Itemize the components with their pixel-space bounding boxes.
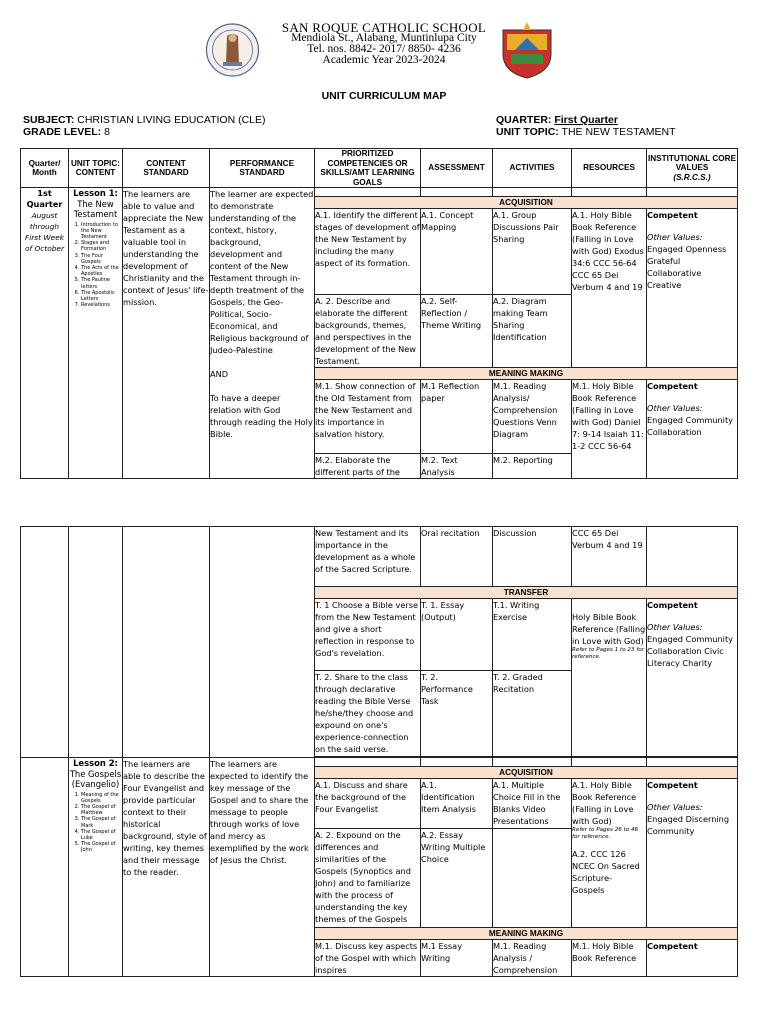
l2-acq-values-title: Competent bbox=[647, 780, 698, 790]
mm-resources-continued: CCC 65 Dei Verbum 4 and 19 bbox=[572, 527, 647, 587]
a1-competency: A.1. Identify the different stages of development of the New Testament by including the many aspect of its formation. bbox=[315, 209, 421, 295]
lesson2-quarter-cell bbox=[21, 758, 69, 977]
lesson2-acquisition-band: ACQUISITION bbox=[315, 767, 738, 779]
t2-competency: T. 2. Share to the class through declarative reading the Bible Verse he/she/they choose and expound on one's experience-connection on the said verse. bbox=[315, 671, 421, 757]
quarter-line bbox=[496, 114, 618, 126]
lesson1-topic: 5. The Pauline letters bbox=[81, 277, 122, 289]
header-performance-standard: PERFORMANCE STANDARD bbox=[210, 149, 315, 188]
t1-assessment: T. 1. Essay (Output) bbox=[421, 599, 493, 671]
m1-competency: M.1. Show connection of the Old Testament from the New Testament and its importance in salvation history. bbox=[315, 380, 421, 454]
lesson1-topic: 3. The Four Gospels bbox=[81, 253, 122, 265]
mm-core-values bbox=[647, 380, 738, 479]
tr-values-list: Engaged Community Collaboration Civic Literacy Charity bbox=[647, 634, 733, 668]
empty-quarter-cell bbox=[21, 527, 69, 758]
tr-values-title: Competent bbox=[647, 600, 698, 610]
header-quarter: Quarter/ Month bbox=[21, 149, 69, 188]
lesson1-topic: 7. Revelations bbox=[81, 302, 122, 308]
empty-content-cell bbox=[123, 527, 210, 758]
l2-acq-resources bbox=[572, 779, 647, 928]
school-name: SAN ROQUE CATHOLIC SCHOOL bbox=[281, 20, 487, 35]
header-assessment: ASSESSMENT bbox=[421, 149, 493, 188]
l2-a2-activity bbox=[493, 829, 572, 928]
l2-a1-assessment: A.1. Identification Item Analysis bbox=[421, 779, 493, 829]
lesson1-performance-standard bbox=[210, 188, 315, 479]
document-title: UNIT CURRICULUM MAP bbox=[321, 90, 447, 102]
l2-acq-resources-a2: A.2. CCC 126 NCEC On Sacred Scripture- Gospels bbox=[572, 849, 640, 895]
quarter-label: QUARTER: bbox=[496, 114, 552, 126]
header-content-standard: CONTENT STANDARD bbox=[123, 149, 210, 188]
tr-resources-note: Refer to Pages 1 to 23 for reference. bbox=[572, 647, 645, 660]
lesson2-topic: 3. The Gospel of Mark bbox=[81, 816, 122, 828]
header-row bbox=[21, 149, 738, 188]
header-core-values bbox=[647, 149, 738, 188]
mm-values-title: Competent bbox=[647, 381, 698, 391]
tr-core-values bbox=[647, 599, 738, 757]
grade-line bbox=[23, 126, 110, 138]
m2-activity: M.2. Reporting bbox=[493, 454, 572, 479]
tr-values-other: Other Values: bbox=[647, 622, 703, 632]
lesson1-perf-and: AND bbox=[210, 369, 229, 379]
acq-values-list: Engaged Openness Grateful Collaborative Creative bbox=[647, 244, 727, 290]
a1-activity: A.1. Group Discussions Pair Sharing bbox=[493, 209, 572, 295]
header-unit-topic: UNIT TOPIC: CONTENT bbox=[69, 149, 123, 188]
lesson2-topic: 1. Meaning of the Gospels bbox=[81, 792, 122, 804]
empty-lesson-cell bbox=[69, 527, 123, 758]
l2-acq-resources-note: Refer to Pages 26 to 46 for reference. bbox=[572, 827, 639, 840]
l2-a1-competency: A.1. Discuss and share the background of the Four Evangelist bbox=[315, 779, 421, 829]
lesson2-topic: 4. The Gospel of Luke bbox=[81, 829, 122, 841]
lesson1-name: The New Testament bbox=[73, 198, 118, 219]
lesson1-topics bbox=[69, 222, 122, 309]
mm-values-other: Other Values: bbox=[647, 403, 703, 413]
topic-line bbox=[496, 126, 676, 138]
acq-values-other: Other Values: bbox=[647, 232, 703, 242]
lesson2-topic: 2. The Gospel of Matthew bbox=[81, 804, 122, 816]
curriculum-table-page1 bbox=[20, 148, 738, 479]
header-core-values-sub: (S.R.C.S.) bbox=[673, 172, 711, 182]
m2-competency: M.2. Elaborate the different parts of the bbox=[315, 454, 421, 479]
empty-performance-cell bbox=[210, 527, 315, 758]
l2-acq-values-other: Other Values: bbox=[647, 802, 703, 812]
lesson1-title: Lesson 1: bbox=[73, 188, 118, 198]
tr-resources-text: Holy Bible Book Reference (Falling in Love with God) bbox=[572, 612, 646, 646]
header-competencies: PRIORITIZED COMPETENCIES OR SKILLS/AMT LEARNING GOALS bbox=[315, 149, 421, 188]
acq-values-title: Competent bbox=[647, 210, 698, 220]
meaning-making-band: MEANING MAKING bbox=[315, 368, 738, 380]
mm-row-m2-continued bbox=[21, 527, 738, 587]
subject-label: SUBJECT: bbox=[23, 114, 75, 126]
quarter-value: First Quarter bbox=[554, 114, 618, 126]
quarter-name: 1st Quarter bbox=[26, 188, 63, 209]
header-core-values-title: INSTITUTIONAL CORE VALUES bbox=[647, 153, 737, 173]
a2-competency: A. 2. Describe and elaborate the different backgrounds, themes, and perspectives in the development of the New Testament. bbox=[315, 295, 421, 368]
academic-year: Academic Year 2023-2024 bbox=[322, 54, 446, 66]
lesson1-cell bbox=[69, 188, 123, 479]
a1-assessment: A.1. Concept Mapping bbox=[421, 209, 493, 295]
lesson1-topic: 2. Stages and Formation bbox=[81, 240, 122, 252]
m2-competency-continued: New Testament and its importance in the development as a whole of the Sacred Scripture. bbox=[315, 527, 421, 587]
m2-assessment: M.2. Text Analysis bbox=[421, 454, 493, 479]
t1-activity: T.1. Writing Exercise bbox=[493, 599, 572, 671]
school-tel: Tel. nos. 8842- 2017/ 8850- 4236 bbox=[307, 43, 461, 55]
m1-assessment: M.1 Reflection paper bbox=[421, 380, 493, 454]
l2-a1-activity: A.1. Multiple Choice Fill in the Blanks Video Presentations bbox=[493, 779, 572, 829]
curriculum-table-page2 bbox=[20, 526, 738, 977]
tr-resources bbox=[572, 599, 647, 757]
transfer-band: TRANSFER bbox=[315, 587, 738, 599]
m2-assessment-continued: Oral recitation bbox=[421, 527, 493, 587]
subject-value: CHRISTIAN LIVING EDUCATION (CLE) bbox=[77, 114, 266, 126]
lesson2-title: Lesson 2: bbox=[73, 758, 118, 768]
school-address: Mendiola St., Alabang, Muntinlupa City bbox=[291, 32, 477, 44]
header-resources: RESOURCES bbox=[572, 149, 647, 188]
lesson2-content-standard: The learners are able to describe the Four Evangelist and provide particular context to their historical background, style of writing, key themes and their message to the reader. bbox=[123, 758, 210, 977]
t1-competency: T. 1 Choose a Bible verse from the New Testament and give a short reflection in response to God's revelation. bbox=[315, 599, 421, 671]
lesson2-cell bbox=[69, 758, 123, 977]
mm-values-list: Engaged Community Collaboration bbox=[647, 415, 733, 437]
quarter-cell bbox=[21, 188, 69, 479]
l2-acq-values-list: Engaged Discerning Community bbox=[647, 814, 730, 836]
topic-label: UNIT TOPIC: bbox=[496, 126, 559, 138]
mm-resources: M.1. Holy Bible Book Reference (Falling in Love with God) Daniel 7: 9-14 Isaiah 11: 1-2 CCC 56-64 bbox=[572, 380, 647, 479]
l2-a2-assessment: A.2. Essay Writing Multiple Choice bbox=[421, 829, 493, 928]
lesson2-spacer-row bbox=[21, 758, 738, 767]
l2-m1-assessment: M.1 Essay Writing bbox=[421, 940, 493, 977]
lesson1-content-standard: The learners are able to value and appreciate the New Testament as a valuable tool in understanding the development of Christianity and the context of Jesus' life-mission. bbox=[123, 188, 210, 479]
t2-activity: T. 2. Graded Recitation bbox=[493, 671, 572, 757]
lesson1-topic: 6. The Apostolic Letters bbox=[81, 290, 122, 302]
m1-activity: M.1. Reading Analysis/ Comprehension Questions Venn Diagram bbox=[493, 380, 572, 454]
l2-mm-resources: M.1. Holy Bible Book Reference bbox=[572, 940, 647, 977]
acquisition-band: ACQUISITION bbox=[315, 197, 738, 209]
lesson1-perf-text: The learner are expected to demonstrate understanding of the context, history, background, development and content of the New Testament through in-depth treatment of the Gospels, the Geo-Political, Socio-Economical, and Religious background of Judeo-Palestine bbox=[210, 189, 314, 355]
l2-acq-core-values bbox=[647, 779, 738, 928]
subject-line bbox=[23, 114, 266, 126]
acq-resources: A.1. Holy Bible Book Reference (Falling in Love with God) Exodus 34:6 CCC 56-64 CCC 65 Dei Verbum 4 and 19 bbox=[572, 209, 647, 368]
l2-m1-competency: M.1. Discuss key aspects of the Gospel with which inspires bbox=[315, 940, 421, 977]
grade-label: GRADE LEVEL: bbox=[23, 126, 102, 138]
a2-assessment: A.2. Self-Reflection / Theme Writing bbox=[421, 295, 493, 368]
lesson2-performance-standard: The learners are expected to identify the key message of the Gospel and to share the message to people through works of love and mercy as exemplified by the work of Jesus the Christ. bbox=[210, 758, 315, 977]
l2-meaning-making-band: MEANING MAKING bbox=[315, 928, 738, 940]
a2-activity: A.2. Diagram making Team Sharing Identification bbox=[493, 295, 572, 368]
lesson1-topic: 1. Introduction to the New Testament bbox=[81, 222, 122, 241]
lesson1-topic: 4. The Acts of the Apostles bbox=[81, 265, 122, 277]
header-activities: ACTIVITIES bbox=[493, 149, 572, 188]
m2-activity-continued: Discussion bbox=[493, 527, 572, 587]
l2-mm-values-title: Competent bbox=[647, 940, 738, 977]
school-header bbox=[0, 22, 768, 66]
lesson2-name: The Gospels (Evangelio) bbox=[69, 768, 122, 789]
empty-values-cell bbox=[647, 527, 738, 587]
grade-value: 8 bbox=[104, 126, 110, 138]
l2-acq-resources-text: A.1. Holy Bible Book Reference (Falling in Love with God) bbox=[572, 780, 637, 826]
topic-value: THE NEW TESTAMENT bbox=[561, 126, 676, 138]
t2-assessment: T. 2. Performance Task bbox=[421, 671, 493, 757]
l2-m1-activity: M.1. Reading Analysis / Comprehension bbox=[493, 940, 572, 977]
lesson2-topic: 5. The Gospel of John bbox=[81, 841, 122, 853]
spacer-row bbox=[21, 188, 738, 197]
lesson2-topics bbox=[69, 792, 122, 854]
lesson1-perf-text2: To have a deeper relation with God through reading the Holy Bible. bbox=[210, 393, 313, 439]
acq-core-values bbox=[647, 209, 738, 368]
quarter-month: August through First Week of October bbox=[24, 211, 65, 253]
l2-a2-competency: A. 2. Expound on the differences and similarities of the Gospels (Synoptics and John) and to familiarize with the process of understanding the key themes of the Gospels bbox=[315, 829, 421, 928]
